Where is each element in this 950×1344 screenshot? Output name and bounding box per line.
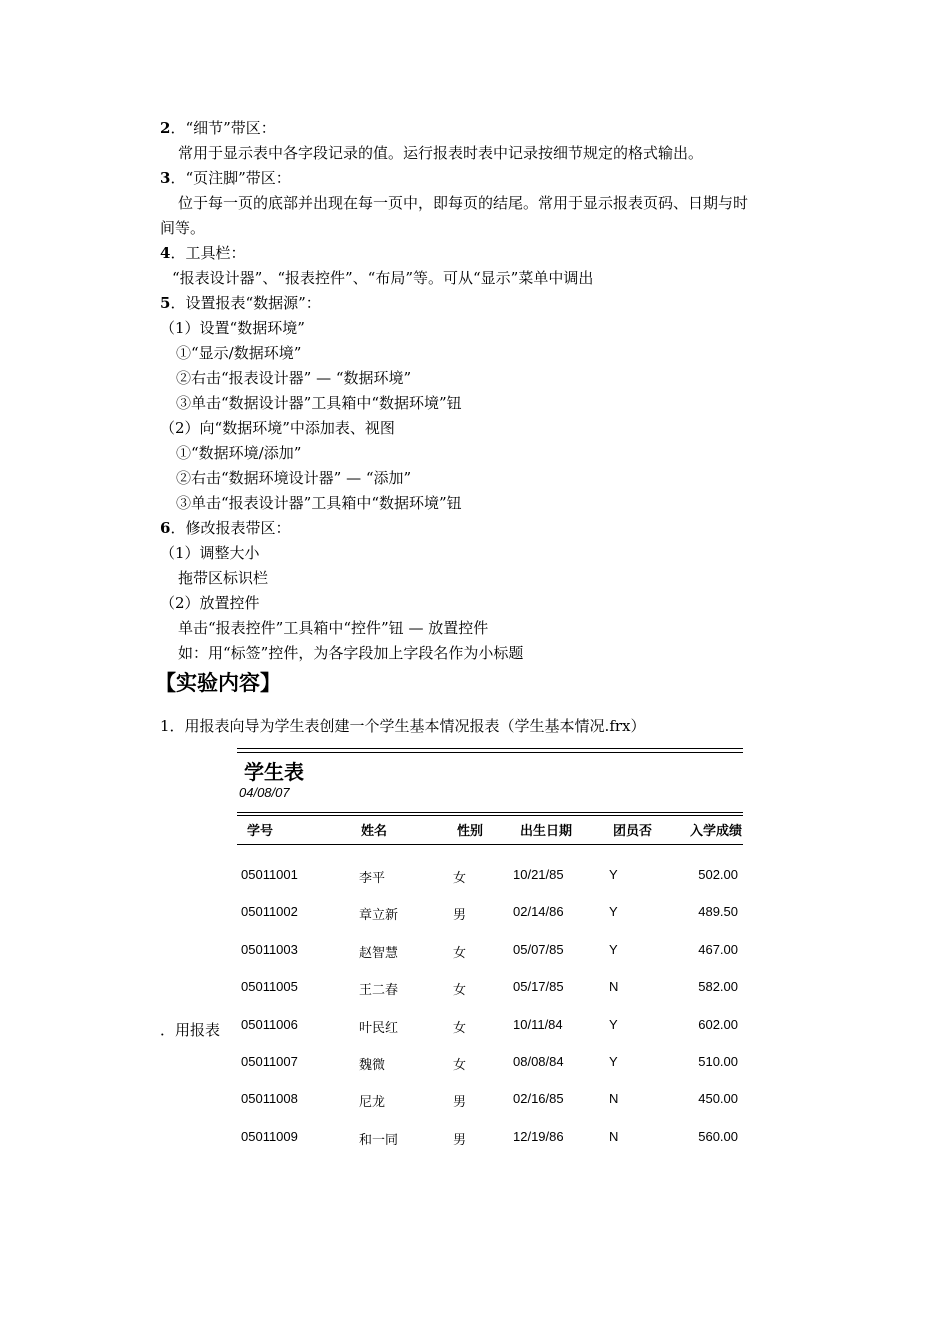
text-line <box>176 493 462 513</box>
line-text: ①“数据环境/添加” <box>176 444 302 462</box>
text-line <box>160 543 260 563</box>
row-score-cell: 560.00 <box>698 1128 738 1144</box>
row-gender-cell: 女 <box>453 944 467 960</box>
row-gender-cell: 男 <box>453 1131 467 1147</box>
col-header-gender: 性别 <box>457 823 484 838</box>
row-name-cell: 和一同 <box>359 1131 399 1147</box>
text-line <box>160 293 321 313</box>
header-rule-bottom <box>237 844 743 845</box>
text-line <box>160 218 205 238</box>
row-name-cell: 王二春 <box>359 982 399 998</box>
row-id-cell: 05011002 <box>241 904 298 920</box>
row-id-cell: 05011007 <box>241 1054 298 1069</box>
row-member-cell: Y <box>609 941 618 957</box>
text-line <box>160 168 291 188</box>
line-text: 常用于显示表中各字段记录的值。运行报表时表中记录按细节规定的格式输出。 <box>178 144 704 162</box>
text-line <box>178 568 268 588</box>
section-heading: 【实验内容】 <box>155 671 281 695</box>
row-gender-cell: 女 <box>453 1057 467 1072</box>
row-member-cell: N <box>609 979 619 995</box>
row-score-cell: 502.00 <box>698 867 738 882</box>
row-birthdate-cell: 12/19/86 <box>513 1128 564 1144</box>
col-header-name: 姓名 <box>361 823 388 838</box>
row-birthdate-cell: 10/21/85 <box>513 867 564 882</box>
text-line <box>160 243 245 263</box>
line-text: 拖带区标识栏 <box>178 569 269 587</box>
line-text: （1）设置“数据环境” <box>160 319 305 337</box>
row-member-cell: Y <box>609 904 618 920</box>
row-member-cell: N <box>609 1128 619 1144</box>
row-score-cell: 510.00 <box>698 1054 738 1069</box>
item-number: 3 <box>160 169 171 187</box>
row-name-cell: 尼龙 <box>359 1094 386 1110</box>
text-line <box>176 343 301 363</box>
row-name-cell: 李平 <box>359 870 386 885</box>
row-gender-cell: 男 <box>453 907 467 923</box>
text-line <box>178 143 703 163</box>
line-text: ．设置报表“数据源”： <box>170 294 321 312</box>
col-header-birthdate: 出生日期 <box>520 823 573 838</box>
text-line <box>176 368 411 388</box>
report-title: 学生表 <box>244 762 304 784</box>
text-line <box>160 518 290 538</box>
row-name-cell: 魏微 <box>359 1057 386 1072</box>
line-text: ．“页注脚”带区： <box>170 169 291 187</box>
text-line <box>160 118 276 138</box>
row-gender-cell: 女 <box>453 1019 467 1035</box>
row-birthdate-cell: 05/17/85 <box>513 979 564 995</box>
text-line <box>160 418 395 438</box>
row-name-cell: 叶民红 <box>359 1019 399 1035</box>
line-text: ①“显示/数据环境” <box>176 344 302 362</box>
line-text: 位于每一页的底部并出现在每一页中，即每页的结尾。常用于显示报表页码、日期与时 <box>178 194 749 212</box>
row-score-cell: 489.50 <box>698 904 738 920</box>
line-text: “报表设计器”、“报表控件”、“布局”等。可从“显示”菜单中调出 <box>172 269 594 287</box>
experiment-item-1: 1．用报表向导为学生表创建一个学生基本情况报表（学生基本情况.frx） <box>160 717 646 735</box>
item-number: 5 <box>160 294 171 312</box>
row-member-cell: Y <box>609 1054 618 1069</box>
row-birthdate-cell: 02/14/86 <box>513 904 564 920</box>
line-text: （2）放置控件 <box>160 594 260 612</box>
text-line <box>172 268 593 288</box>
report-date: 04/08/07 <box>239 785 290 800</box>
row-name-cell: 赵智慧 <box>359 944 399 960</box>
text-line <box>176 443 301 463</box>
col-header-member: 团员否 <box>613 823 653 838</box>
row-id-cell: 05011001 <box>241 867 298 882</box>
row-score-cell: 602.00 <box>698 1016 738 1032</box>
text-line <box>176 393 462 413</box>
row-name-cell: 章立新 <box>359 907 399 923</box>
line-text: （2）向“数据环境”中添加表、视图 <box>160 419 395 437</box>
row-birthdate-cell: 10/11/84 <box>513 1016 563 1032</box>
text-line <box>178 618 488 638</box>
row-id-cell: 05011009 <box>241 1128 298 1144</box>
line-text: ③单击“数据设计器”工具箱中“数据环境”钮 <box>176 394 462 412</box>
text-line <box>160 318 305 338</box>
line-text: 间等。 <box>160 219 206 237</box>
line-text: ．修改报表带区： <box>170 519 291 537</box>
header-rule-top <box>237 812 743 813</box>
line-text: 单击“报表控件”工具箱中“控件”钮 — 放置控件 <box>178 619 489 637</box>
item-number: 4 <box>160 244 171 262</box>
top-rule-2 <box>237 752 743 753</box>
row-member-cell: N <box>609 1091 619 1107</box>
item-number: 6 <box>160 519 171 537</box>
row-id-cell: 05011005 <box>241 979 298 995</box>
top-rule <box>237 748 743 749</box>
row-birthdate-cell: 08/08/84 <box>513 1054 564 1069</box>
text-line <box>178 193 748 213</box>
row-id-cell: 05011008 <box>241 1091 298 1107</box>
row-id-cell: 05011003 <box>241 941 298 957</box>
line-text: 如：用“标签”控件，为各字段加上字段名作为小标题 <box>178 644 524 662</box>
col-header-score: 入学成绩 <box>690 823 743 838</box>
row-id-cell: 05011006 <box>241 1016 298 1032</box>
line-text: ②右击“数据环境设计器” — “添加” <box>176 469 412 487</box>
header-rule-top-2 <box>237 815 743 816</box>
row-gender-cell: 女 <box>453 870 467 885</box>
row-member-cell: Y <box>609 1016 618 1032</box>
text-line <box>178 643 523 663</box>
line-text: ．“细节”带区： <box>170 119 276 137</box>
row-gender-cell: 男 <box>453 1094 467 1110</box>
truncated-item-2: ．用报表 <box>160 1021 221 1039</box>
row-score-cell: 467.00 <box>698 941 738 957</box>
line-text: ③单击“报表设计器”工具箱中“数据环境”钮 <box>176 494 462 512</box>
row-score-cell: 450.00 <box>698 1091 738 1107</box>
student-report-preview <box>237 748 743 1168</box>
line-text: （1）调整大小 <box>160 544 260 562</box>
row-member-cell: Y <box>609 867 618 882</box>
row-birthdate-cell: 02/16/85 <box>513 1091 564 1107</box>
row-score-cell: 582.00 <box>698 979 738 995</box>
col-header-id: 学号 <box>247 823 274 838</box>
item-number: 2 <box>160 119 171 137</box>
line-text: ②右击“报表设计器” — “数据环境” <box>176 369 412 387</box>
line-text: ．工具栏： <box>170 244 246 262</box>
row-birthdate-cell: 05/07/85 <box>513 941 564 957</box>
row-gender-cell: 女 <box>453 982 467 998</box>
text-line <box>160 593 260 613</box>
text-line <box>176 468 411 488</box>
